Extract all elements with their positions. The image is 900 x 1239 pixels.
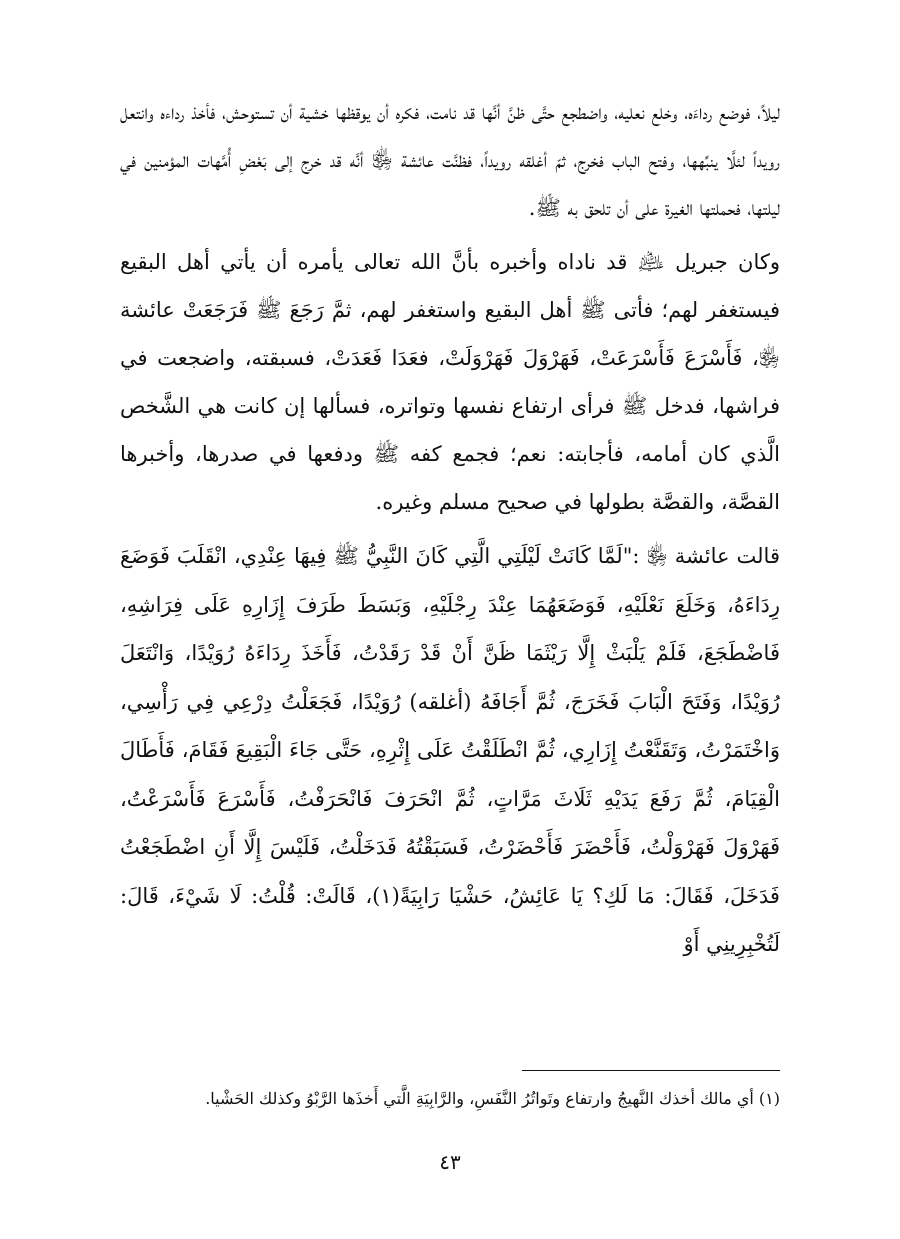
page-body <box>120 88 780 969</box>
paragraph-hadith-quote: قالت عائشة ﵂ :"لَمَّا كَانَتْ لَيْلَتِي الَّتِي كَانَ النَّبِيُّ ﷺ فِيهَا عِنْدِي، انْقَلَبَ فَوَضَعَ رِدَاءَهُ، وَخَلَعَ نَعْلَيْهِ، فَوَضَعَهُمَا عِنْدَ رِجْلَيْهِ، وَبَسَطَ طَرَفَ إِزَارِهِ عَلَى فِرَاشِهِ، فَاضْطَجَعَ، فَلَمْ يَلْبَثْ إِلَّا رَيْثَمَا ظَنَّ أَنْ قَدْ رَقَدْتُ، فَأَخَذَ رِدَاءَهُ رُوَيْدًا، وَانْتَعَلَ رُوَيْدًا، وَفَتَحَ الْبَابَ فَخَرَجَ، ثُمَّ أَجَافَهُ (أغلقه) رُوَيْدًا، فَجَعَلْتُ دِرْعِي فِي رَأْسِي، وَاخْتَمَرْتُ، وَتَقَنَّعْتُ إِزَارِي، ثُمَّ انْطَلَقْتُ عَلَى إِثْرِهِ، حَتَّى جَاءَ الْبَقِيعَ فَقَامَ، فَأَطَالَ الْقِيَامَ، ثُمَّ رَفَعَ يَدَيْهِ ثَلَاثَ مَرَّاتٍ، ثُمَّ انْحَرَفَ فَانْحَرَفْتُ، فَأَسْرَعَ فَأَسْرَعْتُ، فَهَرْوَلَ فَهَرْوَلْتُ، فَأَحْضَرَ فَأَحْضَرْتُ، فَسَبَقْتُهُ فَدَخَلْتُ، فَلَيْسَ إِلَّا أَنِ اضْطَجَعْتُ فَدَخَلَ، فَقَالَ: مَا لَكِ؟ يَا عَائِشُ، حَشْيَا رَابِيَةً(١)، قَالَتْ: قُلْتُ: لَا شَيْءَ، قَالَ: لَتُخْبِرِينِي أَوْ <box>120 544 780 956</box>
footnote-separator <box>522 1070 780 1071</box>
paragraph-jibril: وكان جبريل ﵇ قد ناداه وأخبره بأنَّ الله تعالى يأمره أن يأتي أهل البقيع فيستغفر لهم؛ فأتى ﷺ أهل البقيع واستغفر لهم، ثمَّ رَجَعَ ﷺ فَرَجَعَتْ عائشة ﵂، فَأَسْرَعَ فَأَسْرَعَتْ، فَهَرْوَلَ فَهَرْوَلَتْ، فعَدَا فَعَدَتْ، فسبقته، واضجعت في فراشها، فدخل ﷺ فرأى ارتفاع نفسها وتواتره، فسألها إن كانت هي الشَّخص الَّذي كان أمامه، فأجابته: نعم؛ فجمع كفه ﷺ ودفعها في صدرها، وأخبرها القصَّة، والقصَّة بطولها في صحيح مسلم وغيره. <box>120 250 780 514</box>
paragraph-narrative: ليلاً، فوضع رداءَه، وخلع نعليه، واضطجع حتَّى ظنَّ أنَّها قد نامت، فكره أن يوقظها خشية أن تستوحش، فأخذ رداءه وانتعل رويداً لئلَّا ينبِّهها، وفتح الباب فخرج، ثمّ أغلقه رويداً، فظنَّت عائشة ﵂ أنَّه قد خرج إلى بَعْضِ أُمَّهات المؤمنين في ليلتها، فحملتها الغيرة على أن تلحق به ﷺ. <box>120 100 780 220</box>
page-number: ٤٣ <box>439 1150 461 1174</box>
footnote: (١) أي مالك أخذك النَّهيجُ وارتفاع وتَواتُرُ النَّفَسِ، والرَّابِيَةِ الَّتي أَخذَها الرَّبْوُ وكذلك الحَشْيا. <box>205 1089 780 1108</box>
